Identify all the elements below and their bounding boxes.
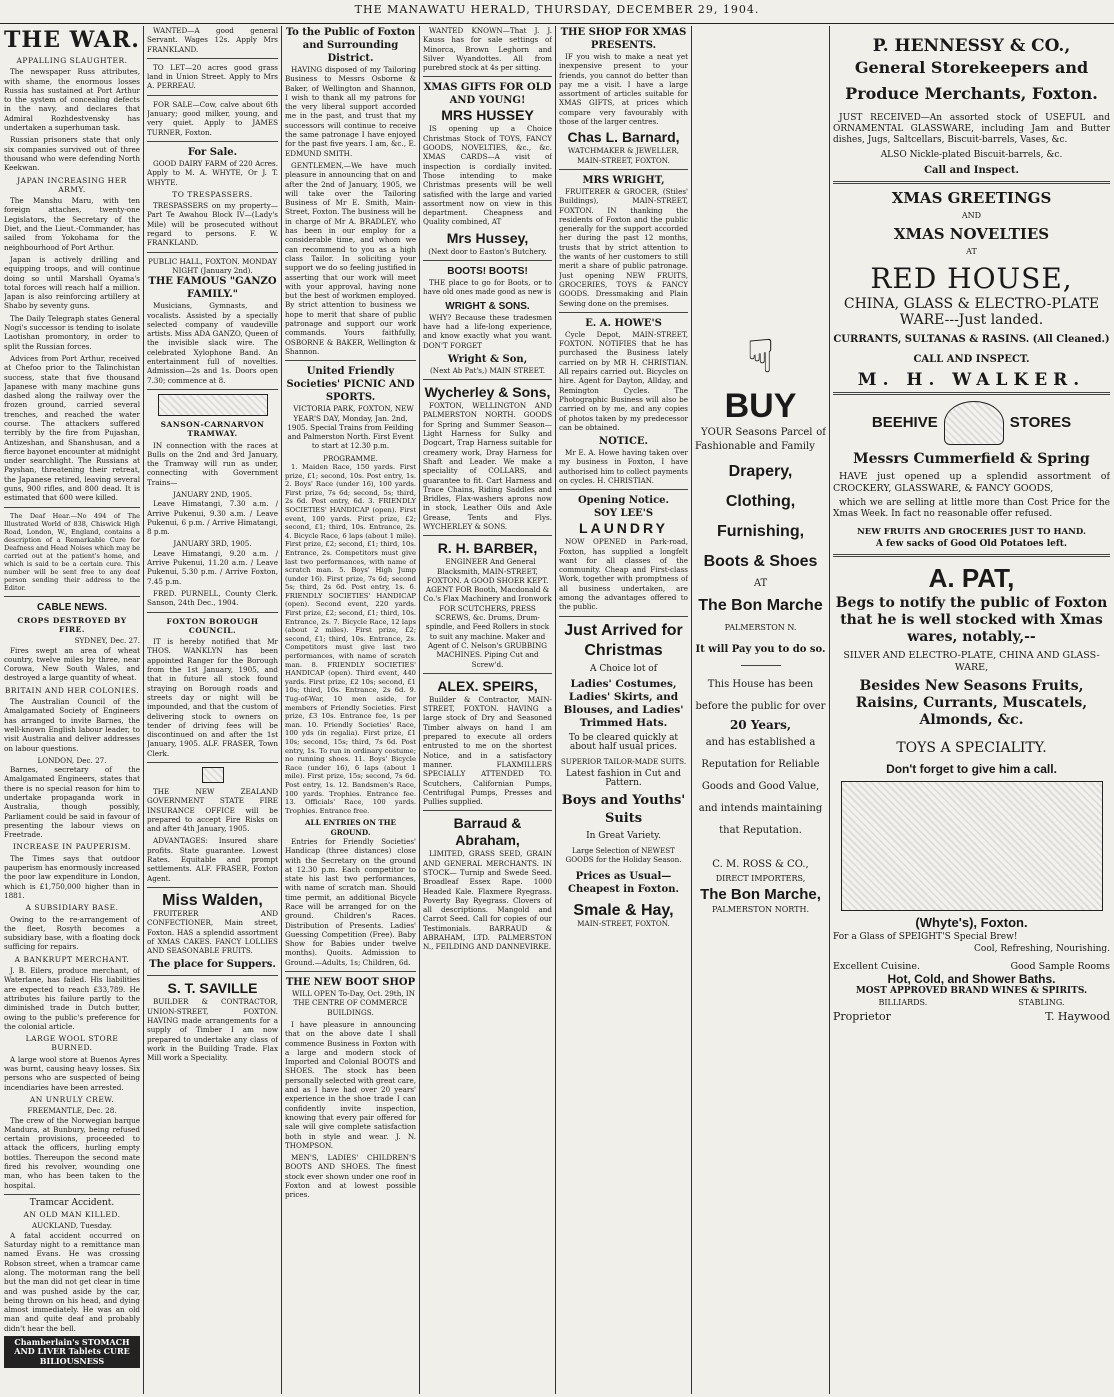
red-house-line: CHINA, GLASS & ELECTRO-PLATE WARE---Just landed. [843, 296, 1100, 328]
ladies-costumes: Ladies' Costumes, Ladies' Skirts, and Blouses, and Ladies' Trimmed Hats. [563, 677, 684, 729]
column-rule [691, 26, 692, 1394]
divider [147, 887, 278, 888]
hotel-features [833, 997, 1110, 1009]
timetable: Leave Himatangi, 9.20 a.m. / Arrive Pukenui, 11.20 a.m. / Leave Pukenui, 5.30 p.m. / Arrive Foxton, 7.45 p.m. [147, 548, 278, 586]
hussey-heading: MRS HUSSEY [441, 107, 534, 124]
ad-text: which we are selling at little more than Cost Price for the Xmas Week. In fact no reasonable offer refused. [833, 498, 1110, 519]
notice: MEN'S, LADIES' CHILDREN'S BOOTS AND SHOES. The finest stock ever shown under one roof in Foxton and at lowest possible prices. [285, 1153, 416, 1200]
divider [559, 489, 688, 490]
barraud-heading: Barraud & Abraham, [453, 815, 522, 849]
dont-forget-line: Don't forget to give him a call. [886, 762, 1057, 776]
drapery-line: Drapery, [728, 463, 793, 480]
saville-heading: S. T. SAVILLE [167, 980, 258, 997]
classified-ad: ADVANTAGES: Insured share profits. State guarantee. Lowest Rates. Equitable and prompt settlements. ALF. FRASER, Foxton Agent. [147, 836, 278, 883]
dateline: JANUARY 3RD, 1905. [173, 539, 252, 549]
ad-line: AT [966, 247, 977, 256]
walker-heading: M. H. WALKER. [857, 370, 1086, 390]
a-pat-heading: A. PAT, [928, 563, 1015, 593]
divider [833, 181, 1110, 184]
ad-line: Cool, Refreshing, Nourishing. [974, 944, 1110, 954]
baths-line: Hot, Cold, and Shower Baths. [887, 972, 1056, 986]
paragraph: The Times says that outdoor pauperism has enormously increased the poor law expenditure in London, which is £1,750,000 higher than in 1881. [4, 853, 140, 900]
signature: FRED. PURNELL, County Clerk. Sanson, 24th Dec., 1904. [147, 588, 278, 608]
subheading: CROPS DESTROYED BY FIRE. [17, 615, 127, 634]
notice: HAVING disposed of my Tailoring Business to Messrs Osborne & Baker, of Wellington and Shannon, I wish to thank all my patrons for the very liberal support accorded me in the past, and trust that my successors will continue to receive the same patronage I have enjoyed for the past five years. I am, &c., E. EDMUND SMITH. [285, 65, 416, 158]
divider [147, 141, 278, 142]
ad-line: A Choice lot of [589, 663, 658, 674]
classified-ad: GOOD DAIRY FARM of 220 Acres. Apply to M. A. WHYTE, Or J. T. WHYTE. [147, 158, 278, 187]
ad-line: SUPERIOR TAILOR-MADE SUITS. [560, 756, 687, 766]
ad-line: STABLING. [1018, 998, 1065, 1007]
ad-line: (Next door to Easton's Butchery. [428, 246, 547, 256]
divider [147, 975, 278, 976]
classified-ad: IS opening up a Choice Christmas Stock of TOYS, FANCY GOODS, NOVELTIES, &c., &c. XMAS CARDS—A visit of inspection is cordially invited. Those intending to make Christmas presents will be well satisfied with the large and varied assortment now on view in this department. Cheapness and Quality combined, AT [423, 124, 552, 227]
classified-ad: Builder & Contractor, MAIN-STREET, FOXTON. HAVING a large stock of Dry and Seasoned Timber always on hand I am prepared to execute all orders entrusted to me on the shortest Notice, and in a satisfactory manner. FLAXMILLERS SPECIALLY ATTENDED TO. Scutchers, Californian Pumps, Centrifugal Pumps, Presses and Pullies supplied. [423, 694, 552, 807]
column-trade-ads [423, 26, 552, 1394]
divider [147, 762, 278, 763]
speirs-heading: ALEX. SPEIRS, [437, 677, 538, 694]
wycherley-heading: Wycherley & Sons, [424, 384, 551, 401]
classified-ad: NOW OPENED in Park-road, Foxton, has supplied a longfelt want for all classes of the community. Cheap and First-class Work, together with promptness of all business undertaken, are among the advantages offered to the public. [559, 537, 688, 612]
xmas-presents-heading: THE SHOP FOR XMAS PRESENTS. [560, 27, 687, 51]
paragraph: A fatal accident occurred on Saturday night to a remittance man named Evans. He was crossing Robson street, when a tramcar came along. The motorman rang the bell but the man did not get clear in time and was pushed aside by the car, being thrown on his head, and dying almost immediately. He was an old man and quite deaf and probably didn't hear the bell. [4, 1230, 140, 1333]
beehive-word: BEEHIVE [871, 414, 938, 431]
signature: DIRECT IMPORTERS, [715, 874, 806, 883]
divider [559, 616, 688, 617]
column-classifieds [147, 26, 278, 1394]
beehive-icon [944, 401, 1004, 445]
classified-ad: WANTED—A good general Servant. Wages 12s. Apply Mrs FRANKLAND. [147, 26, 278, 54]
proprietor-name: T. Haywood [1045, 1010, 1110, 1023]
opening-notice-heading: Opening Notice. [577, 495, 670, 507]
column-rule [281, 26, 282, 1394]
divider [833, 392, 1110, 395]
ad-line: BILLIARDS. [878, 998, 928, 1007]
classified-ad: FOXTON, WELLINGTON AND PALMERSTON NORTH. GOODS for Spring and Summer Season— Light Harness for Sulky and Dogcart, Trap Harness suitable for creamery work, Dray Harness for Shaft and Leader. We make a speciality of COLLARS, and guarantee to fit. Cart Harness and Trace Chains, Riding Saddles and Bridles, Flax-washers aprons now in stock, Leather Oils and Axle Grease, Tents and Flys. WYCHERLEY & SONS. [423, 401, 552, 531]
divider [4, 507, 140, 508]
divider [423, 673, 552, 674]
xmas-novelties-heading: XMAS NOVELTIES [893, 225, 1050, 243]
paragraph: A large wool store at Buenos Ayres was burnt, causing heavy losses. Six persons who are suspected of being incendiaries have been arrested. [4, 1054, 140, 1092]
hennessy-heading: P. HENNESSY & CO., [872, 36, 1071, 56]
ad-text: This House has been before the public for over [695, 679, 826, 712]
proprietor-line [833, 1011, 1110, 1023]
dateline: LONDON, Dec. 27. [37, 755, 107, 765]
bon-marche-name: The Bon Marche, [700, 886, 821, 903]
ad-line: Large Selection of NEWEST GOODS for the Holiday Season. [565, 845, 682, 865]
hotel-illustration [841, 781, 1103, 911]
column-bon-marche [695, 26, 826, 1394]
ad-line: (Next Ab Pat's,) MAIN STREET. [430, 365, 545, 375]
notice-heading: NOTICE. [598, 436, 649, 448]
beehive-banner [833, 401, 1110, 445]
divider [559, 312, 688, 313]
ad-heading: SANSON-CARNARVON TRAMWAY. [160, 419, 265, 439]
laundry-heading: LAUNDRY [579, 520, 668, 537]
divider [147, 612, 278, 613]
divider [423, 535, 552, 536]
ad-line: AND [961, 211, 982, 220]
paragraph: J. B. Eilers, produce merchant, of Waterlane, has failed. His liabilities are expected to reach £33,789. He attributes his failure partly to the diminished trade in Dutch butter, owing to the public's preference for the colonial article. [4, 966, 140, 1031]
red-house-heading: RED HOUSE, [870, 262, 1073, 295]
subheading: A SUBSIDIARY BASE. [25, 903, 119, 913]
years-line: 20 Years, [729, 718, 792, 732]
stores-word: STORES [1009, 414, 1072, 431]
dateline: JANUARY 2ND, 1905. [172, 489, 253, 499]
ad-line: Excellent Cuisine. [833, 961, 920, 972]
ad-line: A few sacks of Good Old Potatoes left. [875, 539, 1068, 549]
column-rule [555, 26, 556, 1394]
barber-heading: R. H. BARBER, [437, 540, 538, 557]
ganzo-family-heading: THE FAMOUS "GANZO FAMILY." [148, 276, 277, 301]
howe-heading: E. A. HOWE'S [585, 317, 662, 329]
ad-line: AT [753, 578, 768, 589]
classified-ad: ENGINEER And General Blacksmith, MAIN-STREET, FOXTON. A GOOD SHOER KEPT. AGENT FOR Booth, Macdonald & Co.'s Flax Machinery and Ironwork FOR SCUTCHERS, PRESS SCREWS, &c. Drums, Drum-spindle, and Feed Rollers in stock to suit any machine. Maker and Agent of C. Nelson's GRUBBING MACHINES. Piping Cut and Screw'd. [423, 557, 552, 669]
ad-line: Latest fashion in Cut and Pattern. [565, 768, 682, 789]
column-rule [829, 26, 830, 1394]
divider [423, 76, 552, 77]
subheading: INCREASE IN PAUPERISM. [12, 842, 132, 852]
smale-hay-heading: Smale & Hay, [573, 902, 674, 920]
call-inspect-line: CALL AND INSPECT. [913, 354, 1030, 365]
boys-suits: Boys and Youths' Suits [561, 793, 686, 827]
subheading: AN OLD MAN KILLED. [23, 1210, 121, 1220]
classified-ad: Cycle Depot, MAIN-STREET, FOXTON. NOTIFIES that he has purchased the Business lately carried on by MR H. CHRISTIAN. All repairs carried out. Bicycles on hire. Agent for Dayton, Allday, and Remington Cycles. The Photographic Business will also be carried on by me, and any copies of photos taken by my predecessor can be obtained. [559, 329, 688, 432]
column-war-news [4, 26, 140, 1394]
classified-ad: LIMITED, GRASS SEED, GRAIN AND GENERAL MERCHANTS. IN STOCK— Turnip and Swede Seed. Broadleaf Essex Rape. 1000 Headed Kale. Flaxmere Ryegrass. Poverty Bay Ryegrass. Clovers of all descriptions. Mangold and Carrot Seed. Call for copies of our Testimonials. BARRAUD & ABRAHAM, LTD. PALMERSTON N., FEILDING AND DANNEVIRKE. [423, 849, 552, 952]
classified-ad: FOR SALE—Cow, calve about 6th January; good milker, young, and very quiet. Apply to JAMES TURNER, Foxton. [147, 99, 278, 137]
paragraph: The Australian Council of the Amalgamated Society of Engineers has arranged to invite Barnes, the well-known English labour leader, to visit Australia and deliver addresses on labour questions. [4, 697, 140, 753]
subheading: LARGE WOOL STORE BURNED. [25, 1034, 119, 1053]
classified-ad: FRUITERER AND CONFECTIONER, Main street, Foxton. HAS a splendid assortment of XMAS CAKES. FANCY LOLLIES AND SEASONABLE FRUITS. [147, 908, 278, 956]
wines-line: MOST APPROVED BRAND WINES & SPIRITS. [855, 986, 1088, 996]
ad-line: For a Glass of SPEIGHT'S Special Brew! [833, 932, 1018, 942]
subheading: Tramcar Accident. [29, 1197, 115, 1208]
dateline: AUCKLAND, Tuesday. [31, 1221, 113, 1231]
ad-line: NEW FRUITS AND GROCERIES JUST TO HAND. [857, 527, 1086, 537]
divider [147, 95, 278, 96]
ad-line: Good Sample Rooms [1010, 961, 1110, 972]
classified-ad: THE place to go for Boots, or to have old ones made good as new is [423, 278, 552, 297]
subheading: APPALLING SLAUGHTER. [16, 56, 128, 65]
ad-tagline: The place for Suppers. [149, 959, 276, 971]
divider [4, 596, 140, 597]
buy-heading: BUY [724, 387, 797, 425]
classified-ad: BUILDER & CONTRACTOR, UNION-STREET, FOXTON. HAVING made arrangements for a supply of Timber I am now prepared to undertake any class of work in the Building Trade. Flax Mill work a Speciality. [147, 997, 278, 1063]
programme-list: 1. Maiden Race, 150 yards. First prize, £1; second, 10s. Post entry, 1s. 2. Boys' Race (under 16), 100 yards. First prize, 7s 6d; second, 5s; third, 2s 6d. Post entry, 6d. 3. FRIENDLY SOCIETIES' HANDICAP (open). First event, 100 yards. First prize, £2; second, £1; third, 10s. Entrance, 2s. 4. Bicycle Race, 6 laps (about 1 mile). First prize, £2; second, £1; third, 10s. Entrance, 2s. Competitors must give last two performances, with name of scratch man. 5. Boys' High Jump (under 16). First prize, 7s 6d; second 5s; third, 2s 6d. Post entry, 1s. 6. FRIENDLY SOCIETIES' HANDICAP (open). Second event, 220 yards. First prize, £2; second, £1; third, 10s. Entrance, 2s. 7. Bicycle Race, 12 laps (about 2 miles). First prize, £2; second, £1; third, 10s. Entrance, 2s. Competitors must give last two performances, with name of scratch man. 8. FRIENDLY SOCIETIES' HANDICAP (open). Third event, 440 yards. First prize, £2 10s; second, £1 10s; third, 10s. Entrance, 2s 6d. 9. Tug-of-War, 10 men aside, for members of Friendly Societies. First prize, £3 10s. Entrance fee, 1s per man. 10. Friendly Societies' Race, 100 yds (in regalia). First prize, £1 10s; second, 15s; third, 7s 6d. Post entry, 1s. To run in ordinary costume; no running shoes. 11. Boys' Bicycle Race (under 16), 6 laps (about 1 mile). First prize, 15s; second, 7s 6d. Post entry, 1s. 12. Bandsmen's Race, 100 yards. Trophies. Entrance fee. 13. Officials' Race, 100 yards. Trophies. Entrance free. [285, 462, 416, 815]
ad-text: JUST RECEIVED—An assorted stock of USEFUL and ORNAMENTAL GLASSWARE, including Jam and Butter dishes, Jugs, Saltcellars, Biscuit-barrels, Vases, &c. [833, 113, 1110, 145]
toys-heading: TOYS A SPECIALITY. [896, 740, 1047, 756]
soy-lee-name: SOY LEE'S [593, 508, 654, 520]
wright-son-name: Wright & Son, [447, 353, 528, 365]
picnic-heading: United Friendly Societies' PICNIC AND SPORTS. [286, 366, 415, 404]
ad-heading: To the Public of Foxton and Surrounding District. [285, 27, 416, 64]
signature: PALMERSTON NORTH. [711, 905, 809, 914]
notice: GENTLEMEN,—We have much pleasure in announcing that on and after the 2nd of January, 1905, we will take over the Tailoring Business of Mr E. Smith, Main-Street, Foxton. The business will be in charge of Mr A. BRADLEY, who has been in our employ for a considerable time, and whom we can recommend to you as a high class Tailor. In soliciting your support we do so feeling justified in asserting that our work will meet with your approval, having none but the best of workmen employed. By strict attention to business we hope to merit that share of public patronage and support our work commands. Yours faithfully, OSBORNE & BAKER, Wellington & Shannon. [285, 160, 416, 356]
column-rule [419, 26, 420, 1394]
classified-ad: THE NEW ZEALAND GOVERNMENT STATE FIRE INSURANCE OFFICE will be prepared to accept Fire Risks on and after 4th January, 1905. [147, 787, 278, 834]
signature: C. M. ROSS & CO., [712, 859, 809, 870]
whytes-heading: (Whyte's), Foxton. [915, 915, 1028, 930]
paragraph: The Daily Telegraph states General Nogi's successor is tending to isolate Laotishan promontory, in order to split the Russian forces. [4, 313, 140, 351]
call-inspect-line: Call and Inspect. [924, 165, 1019, 176]
crest-icon [202, 767, 224, 783]
classified-ad: FRUITERER & GROCER, (Stiles' Buildings), MAIN-STREET, FOXTON. IN thanking the residents of Foxton and the public generally for the support accorded her during the past 12 months, trusts that by strict attention to the wants of her customers to still merit a share of public patronage. Just opening NEW FRUITS, GROCERIES, TOYS & FANCY GOODS. Dressmaking and Plain Sewing done on the premises. [559, 186, 688, 308]
furnishing-line: Furnishing, [716, 523, 805, 540]
cummerfield-heading: Messrs Cummerfield & Spring [853, 451, 1090, 467]
tram-engraving [158, 394, 268, 416]
ad-heading: TO TRESPASSERS. [172, 189, 253, 199]
column-display-ads [833, 26, 1110, 1394]
classified-ad: WHY? Because these tradesmen have had a life-long experience, and know exactly what you want. DON'T FORGET [423, 312, 552, 350]
ad-heading: For Sale. [187, 146, 238, 158]
divider [741, 665, 781, 666]
subheading: BRITAIN AND HER COLONIES. [4, 685, 140, 695]
ad-line: PUBLIC HALL, FOXTON. MONDAY NIGHT (January 2nd). [148, 256, 277, 275]
dateline: SYDNEY, Dec. 27. [74, 636, 140, 646]
a-pat-text: Besides New Seasons Fruits, Raisins, Currants, Muscatels, Almonds, &c. [855, 678, 1088, 728]
ad-line: Proprietor [833, 1010, 891, 1023]
war-headline: THE WAR. [4, 27, 140, 53]
paragraph: The Deaf Hear.—No 494 of The Illustrated World of 838, Chiswick High Road, London, W., England, contains a description of a Remarkable Cure for Deafness and Head Noises which may be carried out at the patient's home, and which is said to be a certain cure. This number will be sent free to any deaf person sending their address to the Editor. [4, 511, 140, 592]
subheading: PROGRAMME. [323, 453, 378, 463]
divider [423, 260, 552, 261]
ad-text: HAVE just opened up a splendid assortment of CROCKERY, GLASSWARE, & FANCY GOODS, [833, 471, 1110, 494]
xmas-greetings-heading: XMAS GREETINGS [891, 189, 1052, 207]
classified-ad: IT is hereby notified that Mr THOS. WANKLYN has been appointed Ranger for the Borough from the 1st January, 1905, and that in future all stock found straying on Borough roads and streets day or night will be impounded, and that the custom of delivering stock to owners on tender of driving fees will be discontinued on and after the 1st January, 1905. ALF. FRASER, Town Clerk. [147, 637, 278, 758]
notice: I have pleasure in announcing that on the above date I shall commence Business in Foxton with a large and modern stock of Imported and Colonial BOOTS and SHOES. The stock has been personally selected with great care, and as I have had over 20 years' experience in the shoe trade I can confidently invite inspection, knowing that every pair offered for sale will give complete satisfaction both in style and wear. J. N. THOMPSON. [285, 1019, 416, 1150]
divider [285, 360, 416, 361]
masthead: THE MANAWATU HERALD, THURSDAY, DECEMBER 29, 1904. [0, 2, 1114, 24]
clothing-line: Clothing, [725, 493, 796, 510]
subheading: JAPAN INCREASING HER ARMY. [17, 175, 127, 194]
a-pat-text: Begs to notify the public of Foxton that he is well stocked with Xmas wares, notably,-- [835, 595, 1108, 645]
ad-line: WATCHMAKER & JEWELLER, MAIN-STREET, FOXTON. [567, 146, 680, 165]
column-rule [143, 26, 144, 1394]
ad-line: SILVER AND ELECTRO-PLATE, CHINA AND GLASS-WARE, [843, 650, 1100, 673]
just-arrived-heading: Just Arrived for Christmas [564, 621, 683, 659]
paragraph: Advices from Port Arthur, received at Chefoo prior to the Talinchistan success, state that five thousand Japanese with many machine guns dashed along the railway over the frozen ground, carried several trenches, and reached the water course. The attackers suffered terribly by the fire from Pujashan, Antizeshan, and Shanshusan, and a fierce bayonet encounter at midnight under searchlight. The Russians at Payshan, threatening their retreat, the Japanese retired, leaving several guns, 900 rifles, and 800 dead. It is estimated that 600 were killed. [4, 353, 140, 503]
bon-marche-name: The Bon Marche [698, 597, 823, 614]
ad-line: To be cleared quickly at about half usual prices. [568, 732, 679, 753]
column-shop-ads [559, 26, 688, 1394]
ad-heading: XMAS GIFTS FOR OLD AND YOUNG! [423, 82, 552, 107]
notice: VICTORIA PARK, FOXTON, NEW YEAR'S DAY, Monday, Jan. 2nd, 1905. Special Trains from Feilding and Palmerston North. First Event to start at 12.30 p.m. [287, 404, 414, 451]
subheading: AN UNRULY CREW. [29, 1094, 115, 1104]
classified-ad: Musicians, Gymnasts, and vocalists. Assisted by a specially selected company of vaudeville artists. Miss ADA GANZO, Queen of the invisible slack wire. The celebrated Xylophone Band. An entertainment full of novelties. Admission—2s and 1s. Doors open 7.30; commence at 8. [147, 301, 278, 385]
divider [285, 971, 416, 972]
divider [147, 58, 278, 59]
subheading: A BANKRUPT MERCHANT. [14, 954, 130, 964]
classified-ad: TO LET—20 acres good grass land in Union Street. Apply to Mrs A. PERREAU. [147, 62, 278, 91]
divider [423, 810, 552, 811]
chamberlains-tablets-ad: Chamberlain's STOMACH AND LIVER Tablets CURE BILIOUSNESS [4, 1336, 140, 1368]
divider [4, 1194, 140, 1195]
paragraph: The Manshu Maru, with ten foreign attaches, twenty-one Legislators, the Secretary of the Diet, and the Lieut.-Commander, has sailed from Yokohama for the neighbourhood of Port Arthur. [4, 196, 140, 252]
paragraph: Barnes, secretary of the Amalgamated Engineers, states that there is no special reason for him to undertake propaganda work in Australia, though possibly, Parliament could be said in favour of presenting the labour views on Freetrade. [4, 765, 140, 840]
classified-ad: TRESPASSERS on my property—Part Te Awahou Block IV—(Lady's Mile) will be prosecuted without regard to persons. F. W. FRANKLAND. [147, 201, 278, 248]
boots-shoes-line: Boots & Shoes [703, 553, 818, 570]
ad-line: PALMERSTON N. [724, 623, 797, 632]
divider [423, 379, 552, 380]
wright-sons-name: WRIGHT & SONS. [445, 300, 530, 312]
paragraph: The crew of the Norwegian barque Mandura, at Bunbury, being refused certain provisions, proceeded to attack the officers, hurling empty bottles. Thereupon the second mate fired his revolver, wounding one man, who has been taken to the hospital. [4, 1115, 140, 1190]
ad-text: ALSO Nickle-plated Biscuit-barrels, &c. [880, 150, 1063, 160]
boots-heading: BOOTS! BOOTS! [447, 266, 528, 278]
paragraph: Owing to the re-arrangement of the fleet, Rosyth becomes a subsidiary base, with a floating dock sufficing for repairs. [4, 914, 140, 952]
timetable: Leave Himatangi, 7.30 a.m. / Arrive Pukenui, 9.30 a.m. / Leave Pukenui, 6 p.m. / Arrive Himatangi, 8 p.m. [147, 499, 278, 537]
paragraph: The newspaper Russ attributes, with shame, the enormous losses Russia has sustained at Port Arthur to the system of concealing defects in the navy, and declares that Admiral Rozhdestvensky has undertaken a superhuman task. [4, 67, 140, 133]
divider [147, 252, 278, 253]
ad-text: YOUR Seasons Parcel of Fashionable and Family [695, 427, 826, 452]
subheading: ALL ENTRIES ON THE GROUND. [304, 818, 397, 837]
classified-ad: IF you wish to make a neat yet inexpensive present to your friends, you cannot do better than pay me a visit. I have a large assortment of articles suitable for XMAS GIFTS, at prices which compare very favourably with those of the larger centres. [559, 52, 688, 127]
mrs-wright-heading: MRS WRIGHT, [582, 174, 665, 186]
divider [833, 554, 1110, 557]
pointing-hand-icon: ☟ [746, 329, 775, 383]
paragraph: Russian prisoners state that only six companies survived out of three thousand who were defending North Keekwan. [4, 135, 140, 173]
classified-ad: WANTED KNOWN—That J. J. Kauss has for sale settings of Minorca, Brown Leghorn and Silver Wyandottes. All from purebred stock at 4s per sitting. [423, 26, 552, 73]
pay-line: It will Pay you to do so. [695, 644, 826, 655]
notice: Entries for Friendly Societies' Handicap (three distances) close with the Secretary on the ground at 12.30 p.m. Each competitor to state his last two performances, with name of scratch man. Should time permit, an additional Bicycle Race will be arranged for on the ground. Children's Races. Distribution of Presents. Ladies' Guessing Competition (Free). Baby Show for Babies under twelve months). Quoits. Admission to Ground.—Adults, 1s; Children, 6d. [285, 836, 416, 967]
section-heading: CABLE NEWS. [37, 601, 107, 613]
hussey-name: Mrs Hussey, [446, 229, 529, 246]
barnard-heading: Chas L. Barnard, [567, 129, 680, 146]
hennessy-subheading: General Storekeepers and Produce Merchants, Foxton. [845, 58, 1098, 103]
paragraph: Japan is actively drilling and equipping troops, and will continue doing so until Marshall Oyama's total forces will reach half a million. Japan is also reinforcing artillery at Shabo by seventy guns. [4, 254, 140, 311]
classified-ad: Mr E. A. Howe having taken over my business in Foxton, I have authorised him to collect payments on cycles. H. CHRISTIAN. [559, 448, 688, 485]
ad-line: In Great Variety. [586, 831, 661, 842]
miss-walden-heading: Miss Walden, [162, 891, 263, 909]
red-house-line: CURRANTS, SULTANAS & RASINS. (All Cleaned.) [833, 334, 1110, 345]
notice: WILL OPEN To-Day, Oct. 29th, IN THE CENTRE OF COMMERCE BUILDINGS. [291, 989, 416, 1017]
paragraph: Fires swept an area of wheat country, twelve miles by three, near Corowa, New South Wales, and destroyed a large quantity of wheat. [4, 645, 140, 683]
ad-heading: FOXTON BOROUGH COUNCIL. [166, 616, 259, 635]
column-notices [285, 26, 416, 1394]
classified-ad: IN connection with the races at Bulls on the 2nd and 3rd January, the Tramway will run as under, connecting with Government Trains— [147, 440, 278, 487]
prices-line: Prices as Usual—Cheapest in Foxton. [568, 871, 679, 896]
divider [147, 389, 278, 390]
dateline: FREEMANTLE, Dec. 28. [27, 1106, 117, 1116]
boot-shop-heading: THE NEW BOOT SHOP [285, 977, 416, 989]
ad-text: and has established a Reputation for Reliable Goods and Good Value, and intends maintaining that Reputation. [698, 737, 823, 836]
divider [559, 169, 688, 170]
ad-line: MAIN-STREET, FOXTON. [577, 919, 670, 929]
